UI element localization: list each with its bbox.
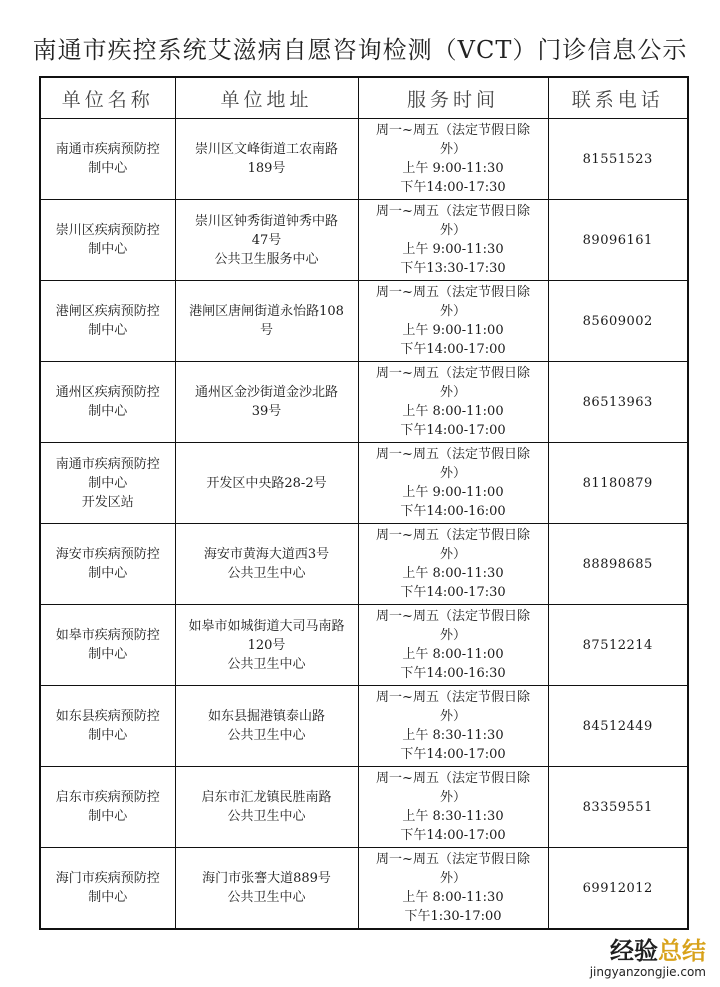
table-row: [40, 767, 688, 848]
phone-cell: 69912012: [548, 848, 688, 930]
unit-name-cell-line: 如皋市疾病预防控: [55, 628, 160, 643]
service-hours-cell-line: 外）: [439, 385, 466, 400]
service-hours-cell-line: 下午14:00-17:30: [400, 180, 506, 195]
unit-name-cell-line: 港闸区疾病预防控: [55, 304, 160, 319]
unit-name-cell: [40, 848, 175, 930]
unit-name-cell: [40, 524, 175, 605]
service-hours-cell-line: 上午 8:30-11:30: [402, 809, 504, 824]
service-hours-cell: [358, 767, 548, 848]
table-row: [40, 848, 688, 930]
unit-name-cell-line: 如东县疾病预防控: [55, 709, 160, 724]
unit-address-cell: [175, 848, 358, 930]
service-hours-cell-line: 上午 8:30-11:30: [402, 728, 504, 743]
unit-name-cell-line: 制中心: [88, 323, 128, 338]
service-hours-cell-line: 下午1:30-17:00: [404, 909, 502, 924]
service-hours-cell-line: 下午13:30-17:30: [400, 261, 506, 276]
phone-cell: 84512449: [548, 686, 688, 767]
unit-address-cell: [175, 443, 358, 524]
table-row: [40, 281, 688, 362]
service-hours-cell-line: 外）: [439, 628, 466, 643]
unit-address-cell: [175, 686, 358, 767]
phone-cell: 81180879: [548, 443, 688, 524]
unit-address-cell-line: 通州区金沙街道金沙北路: [194, 385, 338, 400]
service-hours-cell-line: 下午14:00-16:00: [400, 504, 506, 519]
service-hours-cell-line: 上午 8:00-11:00: [402, 404, 504, 419]
unit-name-cell-line: 启东市疾病预防控: [55, 790, 160, 805]
unit-address-cell-line: 公共卫生中心: [227, 890, 306, 905]
unit-address-cell-line: 海门市张謇大道889号: [202, 871, 331, 886]
phone-cell: 86513963: [548, 362, 688, 443]
unit-address-cell-line: 号: [259, 323, 273, 338]
unit-address-cell: [175, 362, 358, 443]
table-row: [40, 524, 688, 605]
unit-name-cell-line: 崇川区疾病预防控: [55, 223, 160, 238]
unit-name-cell-line: 制中心: [88, 566, 128, 581]
table-header-row: [40, 77, 688, 119]
service-hours-cell-line: 上午 8:00-11:00: [402, 647, 504, 662]
unit-name-cell: [40, 281, 175, 362]
phone-cell: 88898685: [548, 524, 688, 605]
header-unit-address: 单位地址: [175, 77, 358, 119]
phone-cell: 87512214: [548, 605, 688, 686]
unit-name-cell-line: 制中心: [88, 161, 128, 176]
service-hours-cell-line: 上午 9:00-11:00: [402, 485, 504, 500]
table-row: [40, 605, 688, 686]
unit-address-cell-line: 公共卫生服务中心: [214, 251, 319, 267]
service-hours-cell-line: 周一~周五（法定节假日除: [376, 123, 530, 138]
unit-address-cell: [175, 767, 358, 848]
service-hours-cell-line: 外）: [439, 304, 466, 319]
unit-address-cell: [175, 119, 358, 200]
service-hours-cell-line: 外）: [439, 547, 466, 562]
unit-name-cell-line: 制中心: [88, 890, 128, 905]
unit-name-cell-line: 通州区疾病预防控: [55, 385, 160, 400]
header-unit-name: 单位名称: [40, 77, 175, 119]
service-hours-cell-line: 下午14:00-17:00: [400, 423, 506, 438]
unit-address-cell-line: 39号: [251, 404, 282, 419]
service-hours-cell-line: 周一~周五（法定节假日除: [376, 366, 530, 381]
unit-name-cell: [40, 443, 175, 524]
service-hours-cell-line: 下午14:00-17:00: [400, 342, 506, 357]
unit-address-cell: [175, 200, 358, 281]
unit-name-cell: [40, 686, 175, 767]
service-hours-cell: [358, 605, 548, 686]
unit-address-cell-line: 189号: [247, 161, 286, 176]
unit-name-cell-line: 制中心: [88, 809, 128, 824]
service-hours-cell: [358, 524, 548, 605]
table-row: [40, 119, 688, 200]
service-hours-cell: [358, 443, 548, 524]
unit-name-cell-line: 南通市疾病预防控: [55, 142, 160, 157]
unit-name-cell-line: 南通市疾病预防控: [55, 456, 160, 472]
unit-address-cell-line: 崇川区文峰街道工农南路: [194, 142, 338, 157]
vct-clinic-table: [39, 76, 689, 930]
unit-name-cell: [40, 767, 175, 848]
watermark-logo: [590, 937, 706, 965]
unit-address-cell-line: 港闸区唐闸街道永怡路108: [189, 304, 344, 319]
unit-name-cell-line: 制中心: [88, 647, 128, 662]
unit-address-cell-line: 崇川区钟秀街道钟秀中路: [194, 213, 338, 229]
table-row: [40, 686, 688, 767]
phone-cell: 81551523: [548, 119, 688, 200]
service-hours-cell: [358, 119, 548, 200]
service-hours-cell-line: 上午 8:00-11:30: [402, 890, 504, 905]
service-hours-cell-line: 周一~周五（法定节假日除: [376, 447, 530, 462]
unit-address-cell: [175, 524, 358, 605]
service-hours-cell: [358, 200, 548, 281]
service-hours-cell-line: 外）: [439, 223, 466, 238]
service-hours-cell-line: 下午14:00-16:30: [400, 666, 506, 681]
service-hours-cell-line: 周一~周五（法定节假日除: [376, 852, 530, 867]
unit-name-cell-line: 制中心: [88, 242, 128, 257]
unit-address-cell-line: 开发区中央路28-2号: [206, 475, 327, 491]
unit-name-cell-line: 制中心: [88, 475, 128, 491]
unit-address-cell-line: 公共卫生中心: [227, 656, 306, 672]
watermark-text-2: 总结: [658, 937, 706, 965]
unit-name-cell-line: 海门市疾病预防控: [55, 871, 160, 886]
unit-address-cell-line: 海安市黄海大道西3号: [203, 547, 330, 562]
unit-address-cell-line: 启东市汇龙镇民胜南路: [201, 790, 332, 805]
table-row: [40, 443, 688, 524]
service-hours-cell-line: 周一~周五（法定节假日除: [376, 528, 530, 543]
service-hours-cell-line: 外）: [439, 790, 466, 805]
service-hours-cell-line: 外）: [439, 466, 466, 481]
unit-address-cell-line: 如东县掘港镇泰山路: [207, 709, 325, 724]
unit-address-cell: [175, 605, 358, 686]
service-hours-cell: [358, 362, 548, 443]
phone-cell: 89096161: [548, 200, 688, 281]
unit-name-cell-line: 开发区站: [81, 494, 134, 510]
service-hours-cell-line: 周一~周五（法定节假日除: [376, 690, 530, 705]
service-hours-cell-line: 下午14:00-17:00: [400, 828, 506, 843]
unit-address-cell: [175, 281, 358, 362]
unit-name-cell: [40, 605, 175, 686]
service-hours-cell-line: 外）: [439, 709, 466, 724]
service-hours-cell-line: 周一~周五（法定节假日除: [376, 609, 530, 624]
phone-cell: 85609002: [548, 281, 688, 362]
unit-address-cell-line: 公共卫生中心: [227, 809, 306, 824]
unit-name-cell-line: 制中心: [88, 404, 128, 419]
unit-name-cell: [40, 119, 175, 200]
service-hours-cell-line: 周一~周五（法定节假日除: [376, 285, 530, 300]
table-row: [40, 362, 688, 443]
phone-cell: 83359551: [548, 767, 688, 848]
header-service-hours: 服务时间: [358, 77, 548, 119]
service-hours-cell-line: 下午14:00-17:30: [400, 585, 506, 600]
service-hours-cell-line: 上午 8:00-11:30: [402, 566, 504, 581]
table-row: [40, 200, 688, 281]
service-hours-cell: [358, 848, 548, 930]
service-hours-cell: [358, 686, 548, 767]
unit-name-cell: [40, 362, 175, 443]
service-hours-cell-line: 下午14:00-17:00: [400, 747, 506, 762]
unit-address-cell-line: 公共卫生中心: [227, 728, 306, 743]
service-hours-cell: [358, 281, 548, 362]
unit-address-cell-line: 如皋市如城街道大司马南路: [188, 618, 345, 634]
header-phone: 联系电话: [548, 77, 688, 119]
unit-name-cell-line: 制中心: [88, 728, 128, 743]
watermark: [590, 937, 706, 979]
service-hours-cell-line: 周一~周五（法定节假日除: [376, 204, 530, 219]
service-hours-cell-line: 上午 9:00-11:00: [402, 323, 504, 338]
unit-address-cell-line: 47号: [251, 232, 282, 248]
page-title: 南通市疾控系统艾滋病自愿咨询检测（VCT）门诊信息公示: [32, 36, 688, 64]
service-hours-cell-line: 周一~周五（法定节假日除: [376, 771, 530, 786]
unit-address-cell-line: 120号: [247, 637, 286, 653]
service-hours-cell-line: 上午 9:00-11:30: [402, 161, 504, 176]
table-body: [40, 119, 688, 930]
unit-name-cell: [40, 200, 175, 281]
watermark-url: jingyanzongjie.com: [589, 965, 706, 979]
service-hours-cell-line: 外）: [439, 142, 466, 157]
service-hours-cell-line: 上午 9:00-11:30: [402, 242, 504, 257]
service-hours-cell-line: 外）: [439, 871, 466, 886]
unit-name-cell-line: 海安市疾病预防控: [55, 547, 160, 562]
unit-address-cell-line: 公共卫生中心: [227, 566, 306, 581]
watermark-text-1: 经验: [610, 937, 658, 965]
